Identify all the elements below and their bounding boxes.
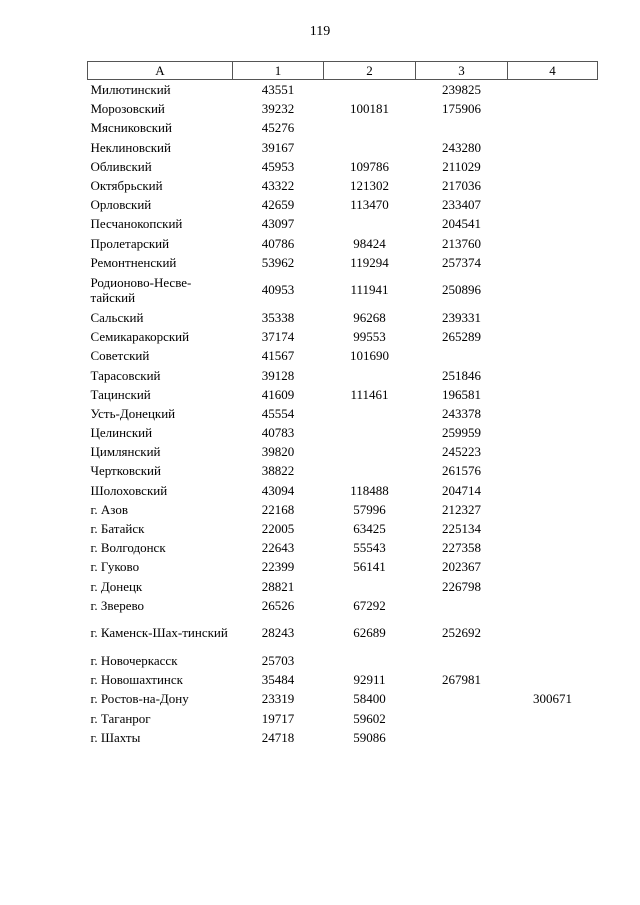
value-cell-2: 101690	[350, 348, 389, 364]
table-row	[88, 461, 598, 480]
row-name-cell: г. Шахты	[90, 729, 141, 745]
value-cell-1: 53962	[261, 254, 295, 270]
value-cell-4	[508, 519, 598, 538]
row-name-cell: Мясниковский	[90, 120, 172, 136]
table-row	[88, 708, 598, 727]
value-cell-1: 28243	[261, 625, 295, 641]
row-name-cell: Родионово-Несве-тайский	[90, 274, 192, 305]
row-name-cell: Ремонтненский	[90, 254, 177, 270]
value-cell-2	[324, 80, 416, 100]
value-cell-3: 227358	[442, 540, 481, 556]
value-cell-4	[508, 651, 598, 670]
row-name-cell: Чертковский	[90, 463, 161, 479]
value-cell-3: 243280	[442, 139, 481, 155]
value-cell-4	[508, 195, 598, 214]
value-cell-3	[416, 689, 508, 708]
table-row	[88, 234, 598, 253]
table-row	[88, 157, 598, 176]
value-cell-4	[508, 500, 598, 519]
value-cell-4	[508, 596, 598, 615]
value-cell-3: 212327	[442, 501, 481, 517]
table-row	[88, 519, 598, 538]
value-cell-3: 250896	[442, 282, 481, 298]
table-row	[88, 272, 598, 308]
value-cell-3	[416, 346, 508, 365]
value-cell-3: 202367	[442, 559, 481, 575]
table-row	[88, 670, 598, 689]
value-cell-1: 43322	[261, 178, 295, 194]
row-name-cell: Тарасовский	[90, 367, 161, 383]
row-name-cell: Усть-Донецкий	[90, 405, 176, 421]
value-cell-3: 267981	[442, 672, 481, 688]
value-cell-4	[508, 615, 598, 651]
header-row	[88, 62, 598, 80]
value-cell-4	[508, 708, 598, 727]
value-cell-4	[508, 577, 598, 596]
row-name-cell: г. Новочеркасск	[90, 652, 178, 668]
row-name-cell: Пролетарский	[90, 235, 170, 251]
value-cell-4	[508, 118, 598, 137]
row-name-cell: Сальский	[90, 309, 144, 325]
value-cell-1: 37174	[261, 329, 295, 345]
value-cell-3: 233407	[442, 197, 481, 213]
value-cell-3: 239825	[442, 82, 481, 98]
value-cell-4	[508, 253, 598, 272]
table-row	[88, 365, 598, 384]
value-cell-2	[324, 404, 416, 423]
column-header-4: 4	[508, 62, 598, 80]
table-header	[88, 62, 598, 80]
row-name-cell: Шолоховский	[90, 482, 168, 498]
value-cell-4	[508, 557, 598, 576]
table-row	[88, 214, 598, 233]
value-cell-4	[508, 99, 598, 118]
value-cell-3: 239331	[442, 309, 481, 325]
row-name-cell: Цимлянский	[90, 444, 161, 460]
value-cell-1: 25703	[261, 652, 295, 668]
value-cell-1: 43097	[261, 216, 295, 232]
value-cell-2: 111461	[350, 386, 389, 402]
row-name-cell: Орловский	[90, 197, 152, 213]
value-cell-3: 196581	[442, 386, 481, 402]
value-cell-1: 26526	[261, 597, 295, 613]
value-cell-1: 22005	[261, 521, 295, 537]
value-cell-1: 41609	[261, 386, 295, 402]
value-cell-2: 118488	[350, 482, 389, 498]
value-cell-3: 226798	[442, 578, 481, 594]
value-cell-4	[508, 728, 598, 747]
row-name-cell: Милютинский	[90, 82, 171, 98]
column-header-3: 3	[416, 62, 508, 80]
value-cell-1: 45953	[261, 158, 295, 174]
table-row	[88, 253, 598, 272]
table-row	[88, 651, 598, 670]
value-cell-1: 40953	[261, 282, 295, 298]
value-cell-1: 28821	[261, 578, 295, 594]
table-row	[88, 327, 598, 346]
value-cell-1: 39232	[261, 101, 295, 117]
value-cell-2: 109786	[350, 158, 389, 174]
table-row	[88, 118, 598, 137]
table-row	[88, 481, 598, 500]
value-cell-4	[508, 138, 598, 157]
value-cell-1: 19717	[261, 710, 295, 726]
value-cell-1: 35338	[261, 309, 295, 325]
table-row	[88, 615, 598, 651]
row-name-cell: г. Зверево	[90, 597, 145, 613]
value-cell-2: 100181	[350, 101, 389, 117]
value-cell-4	[508, 365, 598, 384]
value-cell-1: 38822	[261, 463, 295, 479]
value-cell-3: 217036	[442, 178, 481, 194]
row-name-cell: г. Таганрог	[90, 710, 151, 726]
value-cell-2: 121302	[350, 178, 389, 194]
row-name-cell: г. Ростов-на-Дону	[90, 691, 189, 707]
value-cell-2: 111941	[350, 282, 389, 298]
value-cell-1: 40786	[261, 235, 295, 251]
value-cell-2	[324, 461, 416, 480]
row-name-cell: Морозовский	[90, 101, 165, 117]
value-cell-1: 40783	[261, 425, 295, 441]
table-row	[88, 308, 598, 327]
value-cell-1: 22168	[261, 501, 295, 517]
value-cell-1: 43551	[261, 82, 295, 98]
row-name-cell: Семикаракорский	[90, 329, 190, 345]
row-name-cell: г. Новошахтинск	[90, 672, 183, 688]
table-row	[88, 596, 598, 615]
table-row	[88, 500, 598, 519]
value-cell-2	[324, 118, 416, 137]
value-cell-3	[416, 596, 508, 615]
value-cell-1: 22643	[261, 540, 295, 556]
value-cell-2: 56141	[353, 559, 386, 575]
value-cell-1: 22399	[261, 559, 295, 575]
value-cell-3: 252692	[442, 625, 481, 641]
value-cell-4	[508, 346, 598, 365]
value-cell-3: 225134	[442, 521, 481, 537]
value-cell-2	[324, 214, 416, 233]
value-cell-1: 39820	[261, 444, 295, 460]
value-cell-2: 59086	[353, 729, 386, 745]
table-row	[88, 423, 598, 442]
table-row	[88, 728, 598, 747]
value-cell-4	[508, 461, 598, 480]
row-name-cell: г. Батайск	[90, 521, 145, 537]
value-cell-2: 58400	[353, 691, 386, 707]
value-cell-3: 261576	[442, 463, 481, 479]
data-table	[87, 61, 598, 747]
column-header-1: 1	[233, 62, 324, 80]
row-name-cell: Обливский	[90, 158, 152, 174]
page-number: 119	[309, 24, 331, 39]
value-cell-3: 259959	[442, 425, 481, 441]
row-name-cell: Советский	[90, 348, 150, 364]
value-cell-3	[416, 728, 508, 747]
value-cell-4	[508, 423, 598, 442]
row-name-cell: Тацинский	[90, 386, 151, 402]
value-cell-2: 92911	[353, 672, 386, 688]
value-cell-2: 55543	[353, 540, 386, 556]
value-cell-1: 45554	[261, 405, 295, 421]
value-cell-2: 113470	[350, 197, 389, 213]
value-cell-4	[508, 442, 598, 461]
value-cell-2	[324, 138, 416, 157]
table-row	[88, 404, 598, 423]
table-row	[88, 195, 598, 214]
table-row	[88, 557, 598, 576]
value-cell-3: 204541	[442, 216, 481, 232]
value-cell-1: 24718	[261, 729, 295, 745]
row-name-cell: Целинский	[90, 425, 153, 441]
value-cell-4	[508, 670, 598, 689]
value-cell-3	[416, 708, 508, 727]
value-cell-2: 67292	[353, 597, 386, 613]
value-cell-2: 59602	[353, 710, 386, 726]
value-cell-3	[416, 651, 508, 670]
value-cell-3: 204714	[442, 482, 481, 498]
value-cell-2: 98424	[353, 235, 386, 251]
table-row	[88, 80, 598, 100]
table-row	[88, 689, 598, 708]
row-name-cell: г. Азов	[90, 501, 128, 517]
value-cell-3: 251846	[442, 367, 481, 383]
table-row	[88, 385, 598, 404]
table-row	[88, 176, 598, 195]
value-cell-3: 257374	[442, 254, 481, 270]
value-cell-3: 175906	[442, 101, 481, 117]
value-cell-1: 39128	[261, 367, 295, 383]
value-cell-2	[324, 442, 416, 461]
value-cell-1: 43094	[261, 482, 295, 498]
value-cell-4	[508, 538, 598, 557]
value-cell-2: 99553	[353, 329, 386, 345]
value-cell-3	[416, 118, 508, 137]
table-row	[88, 346, 598, 365]
value-cell-4	[508, 481, 598, 500]
value-cell-4	[508, 272, 598, 308]
value-cell-4: 300671	[533, 691, 572, 707]
value-cell-2	[324, 423, 416, 442]
value-cell-4	[508, 385, 598, 404]
value-cell-3: 213760	[442, 235, 481, 251]
value-cell-2: 63425	[353, 521, 386, 537]
value-cell-3: 243378	[442, 405, 481, 421]
row-name-cell: Неклиновский	[90, 139, 171, 155]
value-cell-4	[508, 214, 598, 233]
table-row	[88, 138, 598, 157]
row-name-cell: г. Гуково	[90, 559, 140, 575]
value-cell-4	[508, 308, 598, 327]
value-cell-4	[508, 404, 598, 423]
table-body	[88, 80, 598, 747]
table-row	[88, 442, 598, 461]
table-row	[88, 99, 598, 118]
value-cell-3: 211029	[442, 158, 481, 174]
row-name-cell: Октябрьский	[90, 178, 163, 194]
value-cell-1: 23319	[261, 691, 295, 707]
value-cell-2	[324, 577, 416, 596]
row-name-cell: г. Донецк	[90, 578, 143, 594]
value-cell-1: 45276	[261, 120, 295, 136]
row-name-cell: Песчанокопский	[90, 216, 183, 232]
value-cell-1: 35484	[261, 672, 295, 688]
value-cell-2	[324, 365, 416, 384]
value-cell-4	[508, 327, 598, 346]
row-name-cell: г. Волгодонск	[90, 540, 166, 556]
value-cell-2: 62689	[353, 625, 386, 641]
value-cell-2	[324, 651, 416, 670]
value-cell-3: 265289	[442, 329, 481, 345]
value-cell-2: 96268	[353, 309, 386, 325]
value-cell-2: 57996	[353, 501, 386, 517]
row-name-cell: г. Каменск-Шах-тинский	[90, 625, 228, 641]
value-cell-2: 119294	[350, 254, 389, 270]
value-cell-3: 245223	[442, 444, 481, 460]
value-cell-4	[508, 176, 598, 195]
value-cell-4	[508, 80, 598, 100]
value-cell-4	[508, 234, 598, 253]
value-cell-4	[508, 157, 598, 176]
value-cell-1: 41567	[261, 348, 295, 364]
column-header-2: 2	[324, 62, 416, 80]
value-cell-1: 39167	[261, 139, 295, 155]
column-header-a: А	[88, 62, 233, 80]
table-row	[88, 538, 598, 557]
table-row	[88, 577, 598, 596]
value-cell-1: 42659	[261, 197, 295, 213]
